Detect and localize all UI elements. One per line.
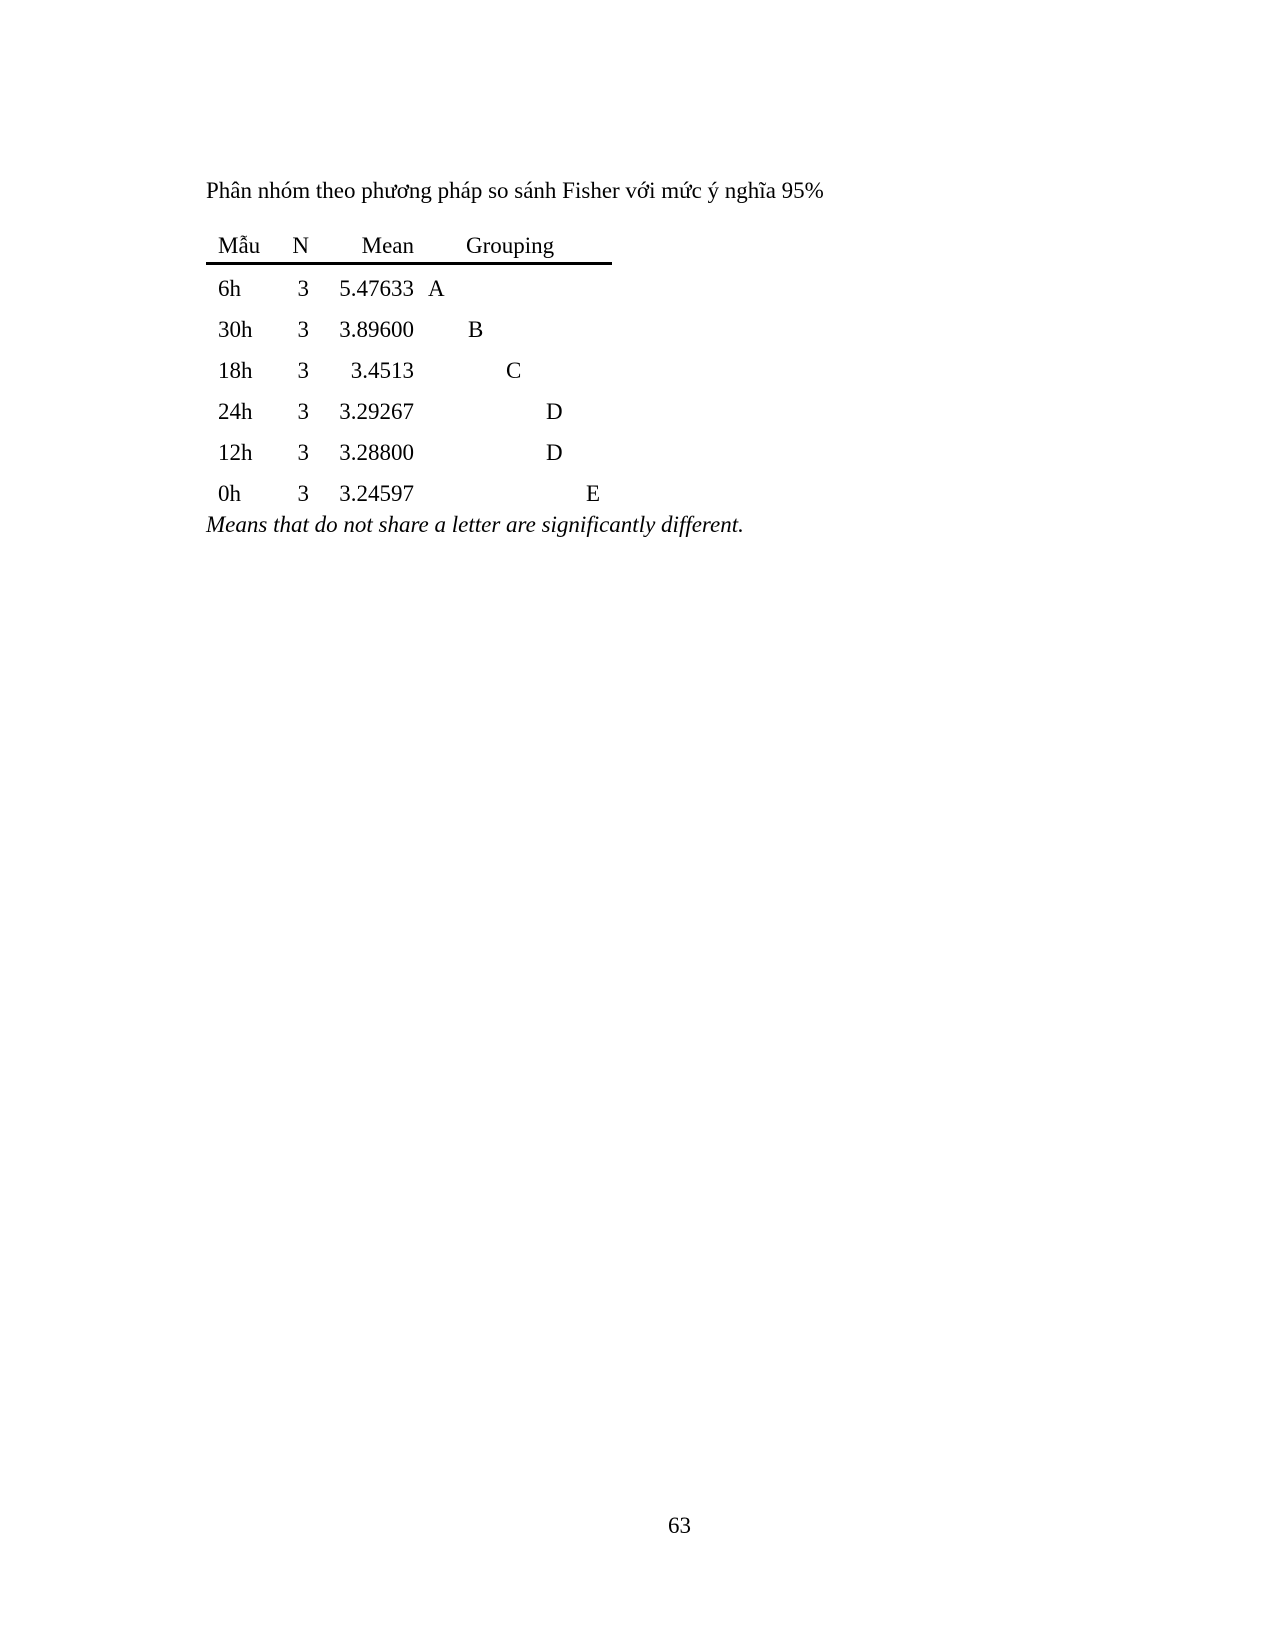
row-mean: 3.89600 — [339, 317, 414, 342]
table-row — [206, 470, 612, 511]
row-sample: 6h — [218, 276, 241, 301]
row-group-letter: A — [428, 276, 445, 301]
row-n: 3 — [297, 481, 309, 506]
row-mean: 3.29267 — [339, 399, 414, 424]
table-header-row — [206, 232, 612, 265]
row-sample: 24h — [218, 399, 253, 424]
row-sample: 18h — [218, 358, 253, 383]
significance-note: Means that do not share a letter are significantly different. — [206, 512, 744, 537]
row-mean: 5.47633 — [339, 276, 414, 301]
header-mean: Mean — [361, 233, 414, 258]
row-group-letter: C — [506, 358, 522, 383]
table-row — [206, 388, 612, 429]
table-row — [206, 265, 612, 306]
row-group-letter: D — [546, 399, 563, 424]
page-number-container — [0, 1512, 1275, 1540]
page-number: 63 — [668, 1513, 691, 1538]
row-mean: 3.24597 — [339, 481, 414, 506]
row-group-letter: E — [586, 481, 601, 506]
row-n: 3 — [297, 317, 309, 342]
row-group-letter: B — [468, 317, 484, 342]
row-sample: 12h — [218, 440, 253, 465]
row-sample: 0h — [218, 481, 241, 506]
header-n: N — [292, 233, 309, 258]
row-sample: 30h — [218, 317, 253, 342]
table-row — [206, 347, 612, 388]
table-heading: Phân nhóm theo phương pháp so sánh Fisher với mức ý nghĩa 95% — [206, 178, 824, 203]
row-n: 3 — [297, 358, 309, 383]
row-n: 3 — [297, 276, 309, 301]
row-mean: 3.28800 — [339, 440, 414, 465]
fisher-grouping-table — [206, 232, 612, 511]
header-sample: Mẫu — [218, 233, 261, 258]
row-n: 3 — [297, 440, 309, 465]
table-row — [206, 429, 612, 470]
table-row — [206, 306, 612, 347]
row-mean: 3.4513 — [350, 358, 414, 383]
row-group-letter: D — [546, 440, 563, 465]
row-n: 3 — [297, 399, 309, 424]
header-grouping: Grouping — [466, 233, 555, 258]
